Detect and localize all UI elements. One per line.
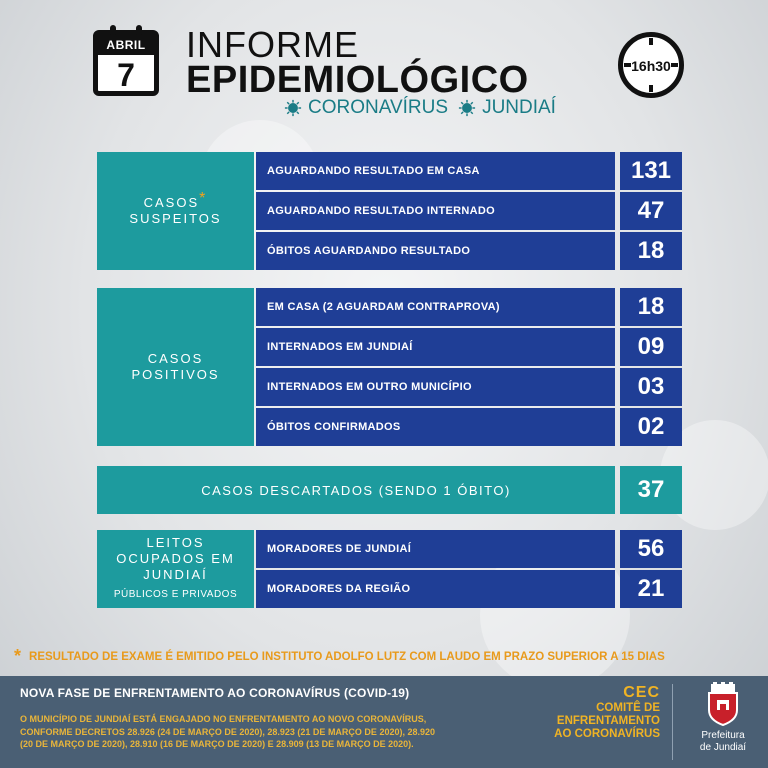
table-row-value: 18 [620,232,682,270]
cec-logo [530,684,660,741]
leitos-subtext: PÚBLICOS E PRIVADOS [113,589,238,600]
table-row-label: INTERNADOS EM OUTRO MUNICÍPIO [256,368,615,406]
virus-icon [458,99,476,117]
casos-positivos-line2: POSITIVOS [131,367,220,382]
prefeitura-line: de Jundiaí [699,742,747,753]
table-row-value: 56 [620,530,682,568]
time-label: 16h30 [631,58,671,74]
subtitle [284,97,556,119]
table-row-label: MORADORES DE JUNDIAÍ [256,530,615,568]
asterisk: * [199,190,208,207]
calendar-day: 7 [117,57,135,93]
footer-divider [672,684,673,760]
leitos-line3: JUNDIAÍ [143,567,208,582]
prefeitura-line: Prefeitura [701,730,745,741]
leitos-label [97,530,254,608]
footnote-text: RESULTADO DE EXAME É EMITIDO PELO INSTITUTO ADOLFO LUTZ COM LAUDO EM PRAZO SUPERIOR A 15 DIAS [29,650,665,663]
casos-positivos-label [97,288,254,446]
subtitle-coronavirus: CORONAVÍRUS [308,97,449,118]
table-row-label: MORADORES DA REGIÃO [256,570,615,608]
casos-descartados-value: 37 [620,466,682,514]
prefeitura-logo [684,682,762,754]
calendar-month: ABRIL [98,35,154,55]
casos-suspeitos-line1: CASOS [143,195,200,210]
table-row-label: ÓBITOS CONFIRMADOS [256,408,615,446]
casos-suspeitos-label [97,152,254,270]
cec-line: COMITÊ DE [596,702,660,714]
subtitle-jundiai: JUNDIAÍ [482,97,556,118]
asterisk: * [14,646,22,666]
cec-acronym: CEC [623,684,660,701]
table-row-label: INTERNADOS EM JUNDIAÍ [256,328,615,366]
cec-line: AO CORONAVÍRUS [554,728,660,740]
virus-icon [284,99,302,117]
title-line1: INFORME [186,24,359,65]
leitos-line1: LEITOS [146,535,205,550]
footer-text-line: O MUNICÍPIO DE JUNDIAÍ ESTÁ ENGAJADO NO ENFRENTAMENTO AO NOVO CORONAVÍRUS, [20,714,427,724]
table-row-value: 21 [620,570,682,608]
coat-of-arms-icon [703,682,743,726]
casos-positivos-line1: CASOS [147,351,204,366]
table-row-label: AGUARDANDO RESULTADO EM CASA [256,152,615,190]
table-row-value: 03 [620,368,682,406]
footer-text-line: (20 DE MARÇO DE 2020), 28.910 (16 DE MARÇO DE 2020) E 28.909 (13 DE MARÇO DE 2020). [20,739,414,749]
table-row-value: 131 [620,152,682,190]
casos-descartados-label: CASOS DESCARTADOS (SENDO 1 ÓBITO) [97,466,615,514]
footnote [14,646,665,667]
footer [0,676,768,768]
cec-line: ENFRENTAMENTO [556,715,660,727]
calendar-icon [93,30,159,96]
table-row-value: 02 [620,408,682,446]
table-row-label: AGUARDANDO RESULTADO INTERNADO [256,192,615,230]
clock-icon [618,32,684,98]
title-line2: EPIDEMIOLÓGICO [186,59,529,101]
casos-suspeitos-line2: SUSPEITOS [129,211,222,226]
footer-text [20,713,540,751]
table-row-label: EM CASA (2 AGUARDAM CONTRAPROVA) [256,288,615,326]
footer-title: NOVA FASE DE ENFRENTAMENTO AO CORONAVÍRUS (COVID-19) [20,686,410,700]
table-row-label: ÓBITOS AGUARDANDO RESULTADO [256,232,615,270]
footer-text-line: CONFORME DECRETOS 28.926 (24 DE MARÇO DE 2020), 28.923 (21 DE MARÇO DE 2020), 28.920 [20,726,435,737]
table-row-value: 18 [620,288,682,326]
table-row-value: 09 [620,328,682,366]
leitos-line2: OCUPADOS EM [116,551,235,566]
table-row-value: 47 [620,192,682,230]
